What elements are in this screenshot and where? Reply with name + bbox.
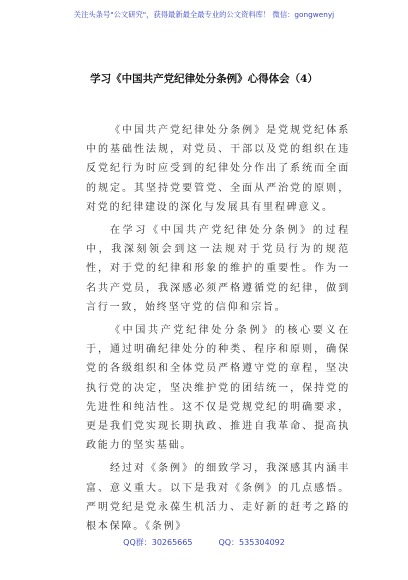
paragraph-3: 《中国共产党纪律处分条例》的核心要义在于，通过明确纪律处分的种类、程序和原则，确保党的各级组织和全体党员严格遵守党的章程，坚决执行党的决定，坚决维护党的团结统一，保持党的先进性和纯洁性。这不仅是党规党纪的明确要求，更是我们党实现长期执政、推进自我革命、提高执政能力的坚实基础。 <box>86 325 350 452</box>
header-banner: 关注头条号"公文研究"，获得最新最全最专业的公文资料库！ 微信：gongwenyj <box>73 10 335 19</box>
footer-qq-group: QQ群：30265665 <box>123 538 193 547</box>
paragraph-1: 《中国共产党纪律处分条例》是党规党纪体系中的基础性法规，对党员、干部以及党的组织在违反党纪行为时应受到的纪律处分作出了系统而全面的规定。其坚持党要管党、全面从严治党的原则，对党的纪律建设的深化与发展具有里程碑意义。 <box>86 125 350 213</box>
footer-contact <box>0 537 408 548</box>
document-body <box>86 121 350 540</box>
footer-qq: QQ：535304092 <box>218 538 285 547</box>
paragraph-2: 在学习《中国共产党纪律处分条例》的过程中，我深刻领会到这一法规对于党员行为的规范性，对于党的纪律和形象的维护的重要性。作为一名共产党员，我深感必须严格遵循党的纪律，做到言行一致，始终坚守党的信仰和宗旨。 <box>86 225 350 313</box>
document-title: 学习《中国共产党纪律处分条例》心得体会（4） <box>90 73 318 85</box>
paragraph-4: 经过对《条例》的细致学习，我深感其内涵丰富、意义重大。以下是我对《条例》的几点感悟。严明党纪是党永葆生机活力、走好新的赶考之路的根本保障。《条例》 <box>86 463 350 533</box>
